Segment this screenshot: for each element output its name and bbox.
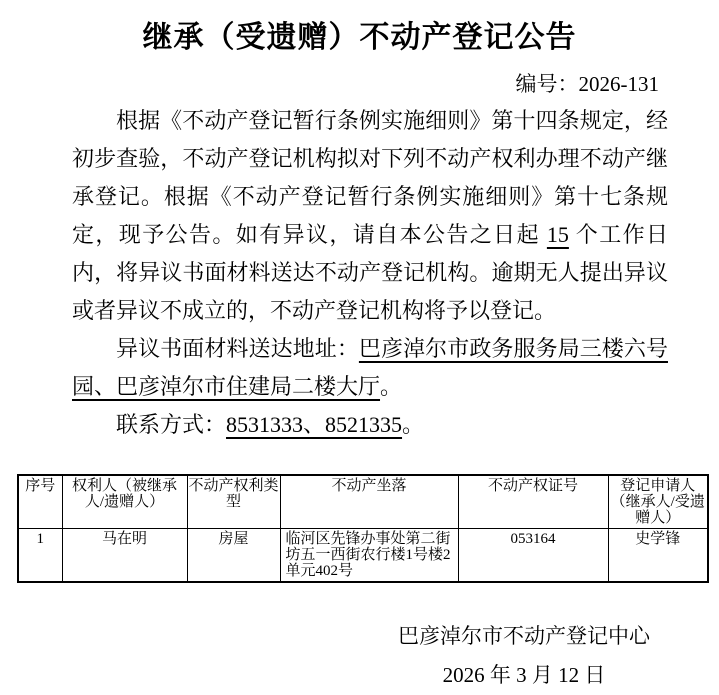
- paragraph-contact: [72, 406, 668, 444]
- objection-days-underlined: 15: [546, 222, 569, 247]
- paragraph-basis-text: 根据《不动产登记暂行条例实施细则》第十四条规定，经初步查验，不动产登记机构拟对下列不动产权利办理不动产继承登记。根据《不动产登记暂行条例实施细则》第十七条规定，现予公告。如有异议，请自本公告之日起: [72, 108, 668, 247]
- page-title: 继承（受遗赠）不动产登记公告: [142, 21, 577, 54]
- contact-phones-underlined: 8531333、8521335: [226, 412, 403, 437]
- notice-body: [72, 102, 668, 444]
- cell-certificate-no: 053164: [458, 529, 608, 583]
- cell-property-type: 房屋: [187, 529, 280, 583]
- cell-seq: 1: [18, 529, 62, 583]
- table-row: [18, 529, 708, 583]
- delivery-address-label: 异议书面材料送达地址：: [116, 336, 359, 361]
- delivery-address-underlined: 巴彦淖尔市政务服务局三楼六号园、巴彦淖尔市住建局二楼大厅: [72, 336, 668, 399]
- doc-number: 编号：2026-131: [515, 72, 659, 96]
- footer-organization: 巴彦淖尔市不动产登记中心: [398, 624, 650, 648]
- delivery-address-period: 。: [380, 374, 403, 399]
- header-applicant: 登记申请人（继承人/受遗赠人）: [608, 475, 708, 529]
- footer-signature-block: [398, 617, 650, 695]
- paragraph-basis-text-cont: 个工作日内，将异议书面材料送达不动产登记机构。逾期无人提出异议或者异议不成立的，不动产登记机构将予以登记。: [72, 222, 668, 323]
- registration-table: [17, 474, 709, 583]
- header-seq: 序号: [18, 475, 62, 529]
- cell-location: 临河区先锋办事处第二街坊五一西街农行楼1号楼2单元402号: [280, 529, 458, 583]
- table-header-row: [18, 475, 708, 529]
- paragraph-basis: [72, 102, 668, 330]
- cell-applicant: 史学锋: [608, 529, 708, 583]
- header-right-holder: 权利人（被继承人/遗赠人）: [62, 475, 187, 529]
- footer-date: 2026 年 3 月 12 日: [442, 663, 606, 687]
- contact-label: 联系方式：: [116, 412, 227, 437]
- contact-period: 。: [402, 412, 425, 437]
- notice-document: [0, 12, 719, 694]
- header-property-type: 不动产权利类型: [187, 475, 280, 529]
- header-location: 不动产坐落: [280, 475, 458, 529]
- header-certificate-no: 不动产权证号: [458, 475, 608, 529]
- paragraph-delivery-address: [72, 330, 668, 406]
- cell-right-holder: 马在明: [62, 529, 187, 583]
- footer: [0, 617, 719, 695]
